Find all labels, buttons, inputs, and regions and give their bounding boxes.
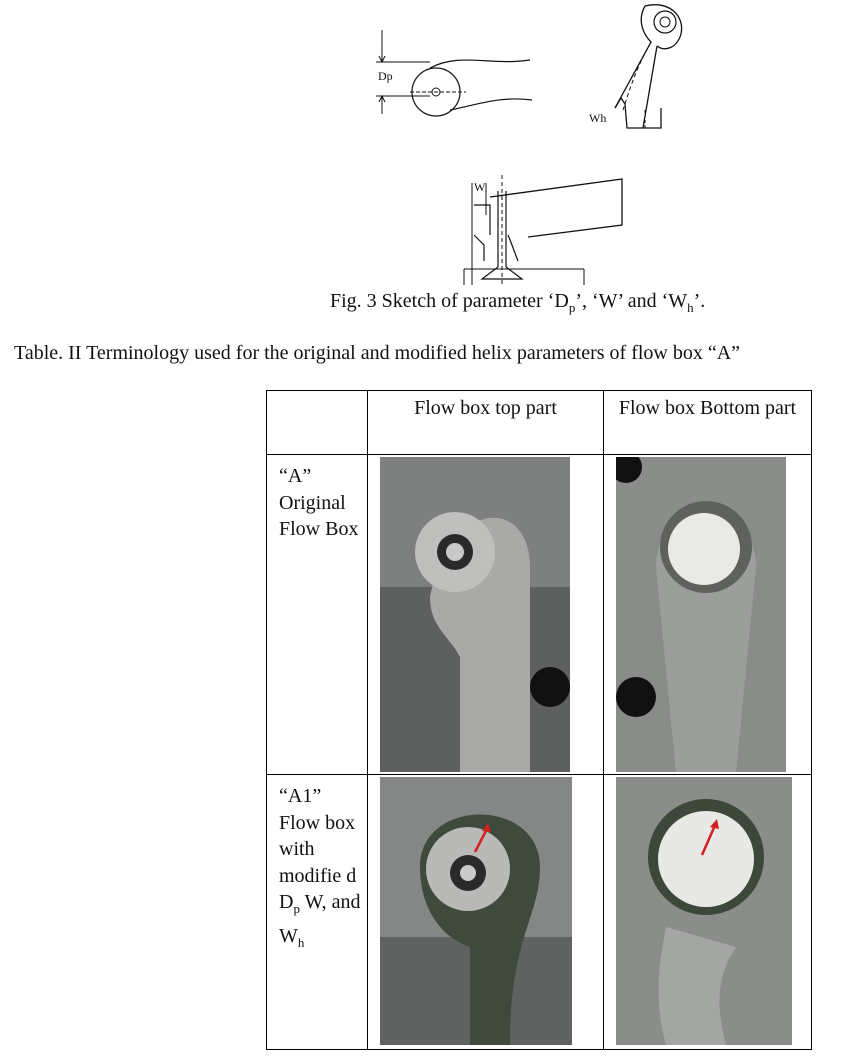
wh-sketch — [585, 0, 695, 135]
photo-cell-a1-top — [368, 775, 604, 1050]
table-row — [267, 775, 812, 1050]
row-label-original: “A” Original Flow Box — [267, 455, 368, 775]
row-label-modified: “A1” Flow box with modifie d $D_p$ W, and $W_h$ — [267, 775, 368, 1050]
photo-a1-top — [380, 777, 572, 1045]
photo-cell-a1-bottom — [604, 775, 812, 1050]
w-label: W — [474, 180, 486, 194]
photo-cell-a-bottom — [604, 455, 812, 775]
wh-label: Wh — [589, 111, 607, 125]
photo-a-top — [380, 457, 570, 772]
w-sketch — [460, 175, 630, 290]
dp-sketch — [370, 22, 540, 122]
header-bottom-part: Flow box Bottom part — [604, 391, 812, 455]
table-header-row — [267, 391, 812, 455]
photo-cell-a-top — [368, 455, 604, 775]
terminology-table — [266, 390, 812, 1050]
header-empty — [267, 391, 368, 455]
header-top-part: Flow box top part — [368, 391, 604, 455]
dp-label: Dp — [378, 69, 393, 83]
table-caption: Table. II Terminology used for the original and modified helix parameters of flow box “A” — [14, 342, 741, 364]
photo-a1-bottom — [616, 777, 792, 1045]
figure-caption: Fig. 3 Sketch of parameter ‘$D_p$’, ‘W’ and ‘$W_h$’. — [330, 290, 706, 315]
table-row — [267, 455, 812, 775]
photo-a-bottom — [616, 457, 786, 772]
